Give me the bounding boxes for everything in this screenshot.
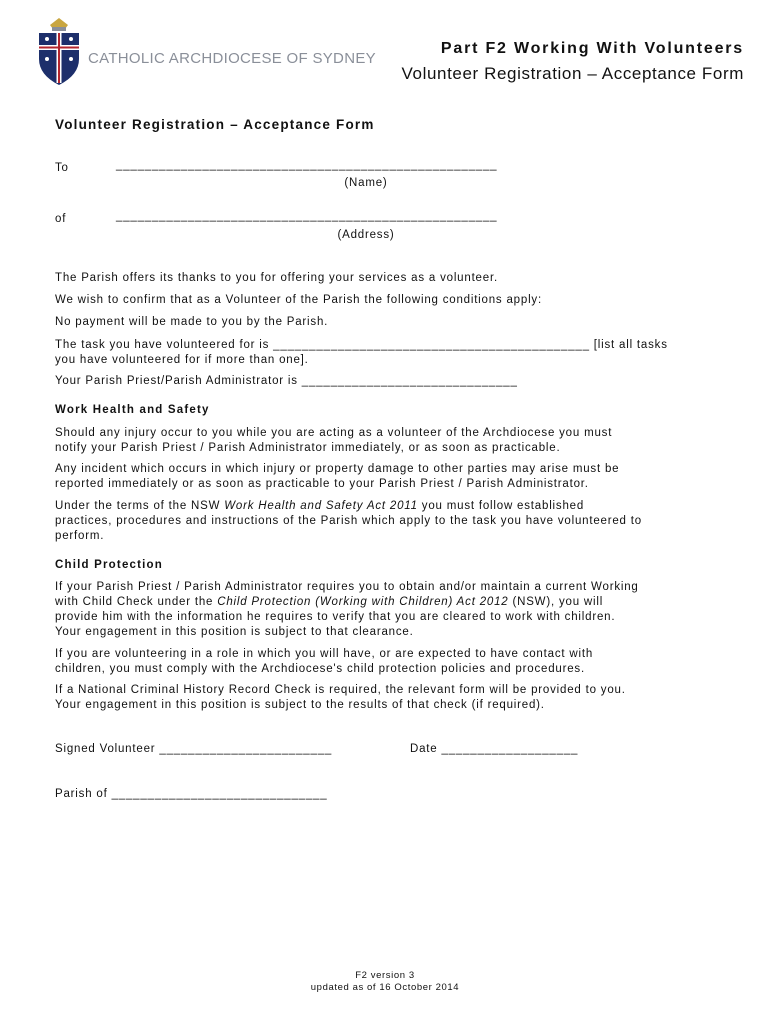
date-field[interactable]: Date ___________________ (410, 743, 579, 755)
parish-priest-field-line[interactable]: Your Parish Priest/Parish Administrator is ______________________________ (55, 375, 518, 387)
address-field-line[interactable]: _____________________________________________________ (116, 210, 498, 222)
to-label: To (55, 162, 69, 174)
child-paragraph-1: If your Parish Priest / Parish Administrator requires you to obtain and/or maintain a current Working (55, 581, 639, 593)
document-title: Part F2 Working With Volunteers (440, 40, 744, 57)
conditions-intro: We wish to confirm that as a Volunteer of the Parish the following conditions apply: (55, 294, 542, 306)
whs-paragraph-3: practices, procedures and instructions of the Parish which apply to the task you have volunteered to (55, 515, 642, 527)
whs-paragraph-3-text: Under the terms of the NSW (55, 500, 225, 512)
updated-note: updated as of 16 October 2014 (310, 982, 460, 993)
no-payment-condition: No payment will be made to you by the Parish. (55, 316, 329, 328)
signed-volunteer-field[interactable]: Signed Volunteer ________________________ (55, 743, 333, 755)
child-protection-heading: Child Protection (55, 559, 164, 571)
child-paragraph-1-text: with Child Check under the (55, 596, 218, 608)
whs-paragraph-1: Should any injury occur to you while you are acting as a volunteer of the Archdiocese you must (55, 427, 613, 439)
whs-heading: Work Health and Safety (55, 404, 210, 416)
version-note: F2 version 3 (355, 970, 415, 981)
archdiocese-crest-logo (34, 15, 84, 87)
whs-paragraph-3 (55, 499, 584, 514)
thanks-paragraph: The Parish offers its thanks to you for offering your services as a volunteer. (55, 272, 498, 284)
whs-paragraph-3-text: you must follow established (417, 500, 585, 512)
parish-field[interactable]: Parish of ______________________________ (55, 788, 328, 800)
child-paragraph-3: If a National Criminal History Record Check is required, the relevant form will be provided to you. (55, 684, 626, 696)
of-label: of (55, 213, 67, 225)
child-paragraph-1: Your engagement in this position is subject to that clearance. (55, 626, 414, 638)
whs-paragraph-3: perform. (55, 530, 105, 542)
child-paragraph-3: Your engagement in this position is subject to the results of that check (if required). (55, 699, 545, 711)
task-field-line[interactable]: The task you have volunteered for is ____________________________________________ [list all tasks (55, 339, 668, 351)
organization-name: CATHOLIC ARCHDIOCESE OF SYDNEY (88, 50, 376, 67)
child-paragraph-1 (55, 595, 603, 610)
address-caption: (Address) (337, 229, 395, 241)
whs-paragraph-1: notify your Parish Priest / Parish Administrator immediately, or as soon as practicable. (55, 442, 561, 454)
document-subtitle: Volunteer Registration – Acceptance Form (401, 64, 744, 83)
form-heading: Volunteer Registration – Acceptance Form (55, 117, 375, 132)
child-paragraph-2: children, you must comply with the Archdiocese's child protection policies and procedures. (55, 663, 585, 675)
whs-paragraph-2: reported immediately or as soon as practicable to your Parish Priest / Parish Administrator. (55, 478, 589, 490)
whs-act-title: Work Health and Safety Act 2011 (224, 500, 418, 512)
child-act-title: Child Protection (Working with Children) Act 2012 (217, 596, 509, 608)
name-field-line[interactable]: _____________________________________________________ (116, 159, 498, 171)
child-paragraph-1: provide him with the information he requires to verify that you are cleared to work with children. (55, 611, 616, 623)
task-field-note: you have volunteered for if more than one]. (55, 354, 309, 366)
child-paragraph-1-text: (NSW), you will (508, 596, 604, 608)
whs-paragraph-2: Any incident which occurs in which injury or property damage to other parties may arise must be (55, 463, 620, 475)
child-paragraph-2: If you are volunteering in a role in which you will have, or are expected to have contact with (55, 648, 594, 660)
name-caption: (Name) (344, 177, 388, 189)
